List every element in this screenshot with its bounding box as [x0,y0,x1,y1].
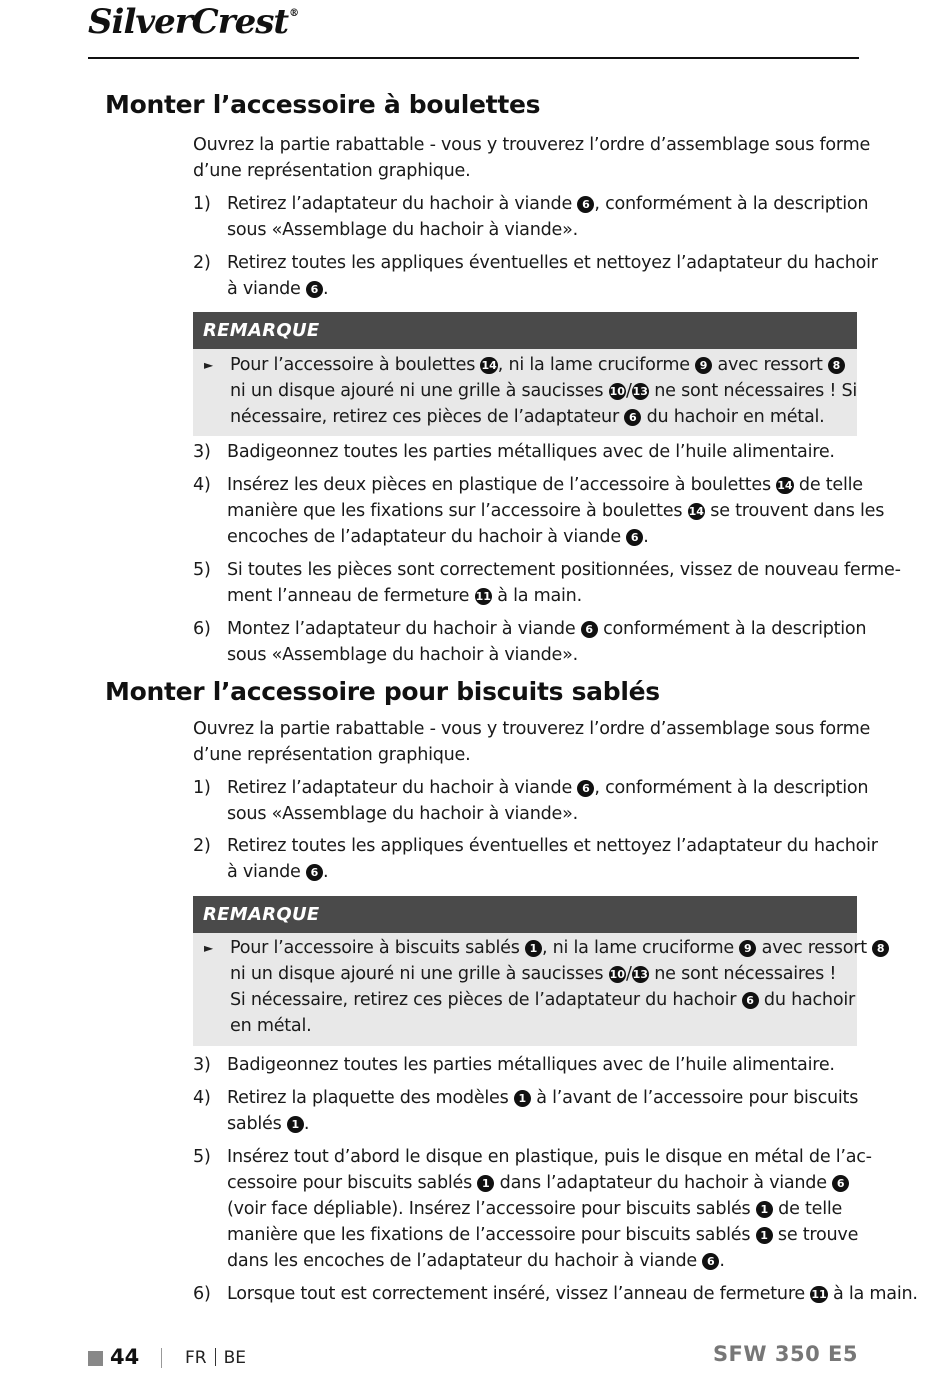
part-number-badge: 13 [632,385,648,398]
step-text: Retirez toutes les appliques éventuelles et nettoyez l’adaptateur du hachoir à viande 6 . [227,836,878,882]
part-number-badge: 8 [828,357,845,374]
part-number-badge: 11 [475,590,491,603]
part-number-badge: 8 [872,940,889,957]
part-number-badge: 1 [756,1227,773,1244]
part-number-badge: 9 [739,940,756,957]
step-text: Retirez toutes les appliques éventuelles et nettoyez l’adaptateur du hachoir à viande 6 . [227,253,878,299]
step-text: Lorsque tout est correctement inséré, vissez l’anneau de fermeture 11 à la main. [227,1284,918,1304]
part-number-badge: 1 [756,1201,773,1218]
part-number-badge: 9 [695,357,712,374]
part-number-badge: 6 [702,1253,719,1270]
step-text: Retirez l’adaptateur du hachoir à viande 6 , conformément à la description sous «Assemblage du hachoir à viande». [227,778,869,824]
step-text: Badigeonnez toutes les parties métalliques avec de l’huile alimentaire. [227,1055,835,1075]
header-rule [88,57,859,59]
part-number-badge: 14 [688,505,704,518]
part-number-badge: 6 [624,409,641,426]
part-number-badge: 1 [525,940,542,957]
step-number: 4) [193,475,211,495]
part-number-badge: 14 [481,359,497,372]
part-number-badge: 1 [477,1175,494,1192]
part-number-badge: 6 [581,621,598,638]
part-number-badge: 6 [626,529,643,546]
part-number-badge: 6 [742,992,759,1009]
step-number: 5) [193,560,211,580]
step-text: Insérez les deux pièces en plastique de l’accessoire à boulettes 14 de telle manière que les fixations sur l’accessoire à boulettes 14 se trouvent dans les encoches de l’adaptateur du hachoir à viande 6 . [227,475,885,547]
step-number: 4) [193,1088,211,1108]
step-number: 5) [193,1147,211,1167]
step-number: 3) [193,442,211,462]
step-text: Insérez tout d’abord le disque en plastique, puis le disque en métal de l’ac- cessoire pour biscuits sablés 1 dans l’adaptateur du hachoir à viande 6 (voir face dépliable). Insérez l’accessoire pour biscuits sablés 1 de telle manière que les fixations de l’accessoire pour biscuits sablés 1 se trouve dans les encoches de l’adaptateur du hachoir à viande 6 . [227,1147,872,1271]
part-number-badge: 10 [609,968,625,981]
section-title: Monter l’accessoire pour biscuits sablés [105,677,660,706]
part-number-badge: 6 [577,780,594,797]
part-number-badge: 10 [609,385,625,398]
step-number: 2) [193,253,211,273]
part-number-badge: 1 [514,1090,531,1107]
model-number: SFW 350 E5 [712,1342,858,1366]
part-number-badge: 6 [577,196,594,213]
step-text: Badigeonnez toutes les parties métalliques avec de l’huile alimentaire. [227,442,835,462]
note-text: Pour l’accessoire à boulettes 14, ni la lame cruciforme 9 avec ressort 8 ni un disque ajouré ni une grille à saucisses 10/13 ne sont nécessaires ! Si nécessaire, retirez ces pièces de l’adaptateur 6 du hachoir en métal. [230,355,858,427]
part-number-badge: 14 [777,479,793,492]
part-number-badge: 11 [811,1288,827,1301]
brand-logo: SilverCrest® [88,2,299,42]
footer-square [88,1351,103,1366]
step-number: 1) [193,778,211,798]
part-number-badge: 1 [287,1116,304,1133]
step-text: Retirez la plaquette des modèles 1 à l’avant de l’accessoire pour biscuits sablés 1 . [227,1088,859,1134]
part-number-badge: 13 [632,968,648,981]
step-text: Retirez l’adaptateur du hachoir à viande 6 , conformément à la description sous «Assemblage du hachoir à viande». [227,194,869,240]
step-number: 2) [193,836,211,856]
note-heading: REMARQUE [193,312,857,349]
step-number: 3) [193,1055,211,1075]
note-box [193,896,885,1046]
note-heading: REMARQUE [193,896,857,933]
arrow-icon: ► [204,358,214,372]
note-box [193,312,857,436]
page-number: 44 [110,1345,140,1369]
intro-paragraph: Ouvrez la partie rabattable - vous y trouverez l’ordre d’assemblage sous forme d’une représentation graphique. [193,135,871,181]
step-text: Montez l’adaptateur du hachoir à viande 6 conformément à la description sous «Assemblage du hachoir à viande». [227,619,867,665]
footer-separator [161,1348,162,1368]
part-number-badge: 6 [832,1175,849,1192]
part-number-badge: 6 [306,281,323,298]
part-number-badge: 6 [306,864,323,881]
intro-paragraph: Ouvrez la partie rabattable - vous y trouverez l’ordre d’assemblage sous forme d’une représentation graphique. [193,719,871,765]
arrow-icon: ► [204,941,214,955]
step-number: 1) [193,194,211,214]
note-text: Pour l’accessoire à biscuits sablés 1 , ni la lame cruciforme 9 avec ressort 8 ni un disque ajouré ni une grille à saucisses 10/13 ne sont nécessaires ! Si nécessaire, retirez ces pièces de l’adaptateur du hachoir 6 du hachoir en métal. [230,935,889,1039]
step-number: 6) [193,619,211,639]
step-text: Si toutes les pièces sont correctement positionnées, vissez de nouveau ferme- ment l’anneau de fermeture 11 à la main. [227,560,901,606]
section-title: Monter l’accessoire à boulettes [105,90,541,119]
step-number: 6) [193,1284,211,1304]
footer-languages: FR BE [185,1348,246,1368]
